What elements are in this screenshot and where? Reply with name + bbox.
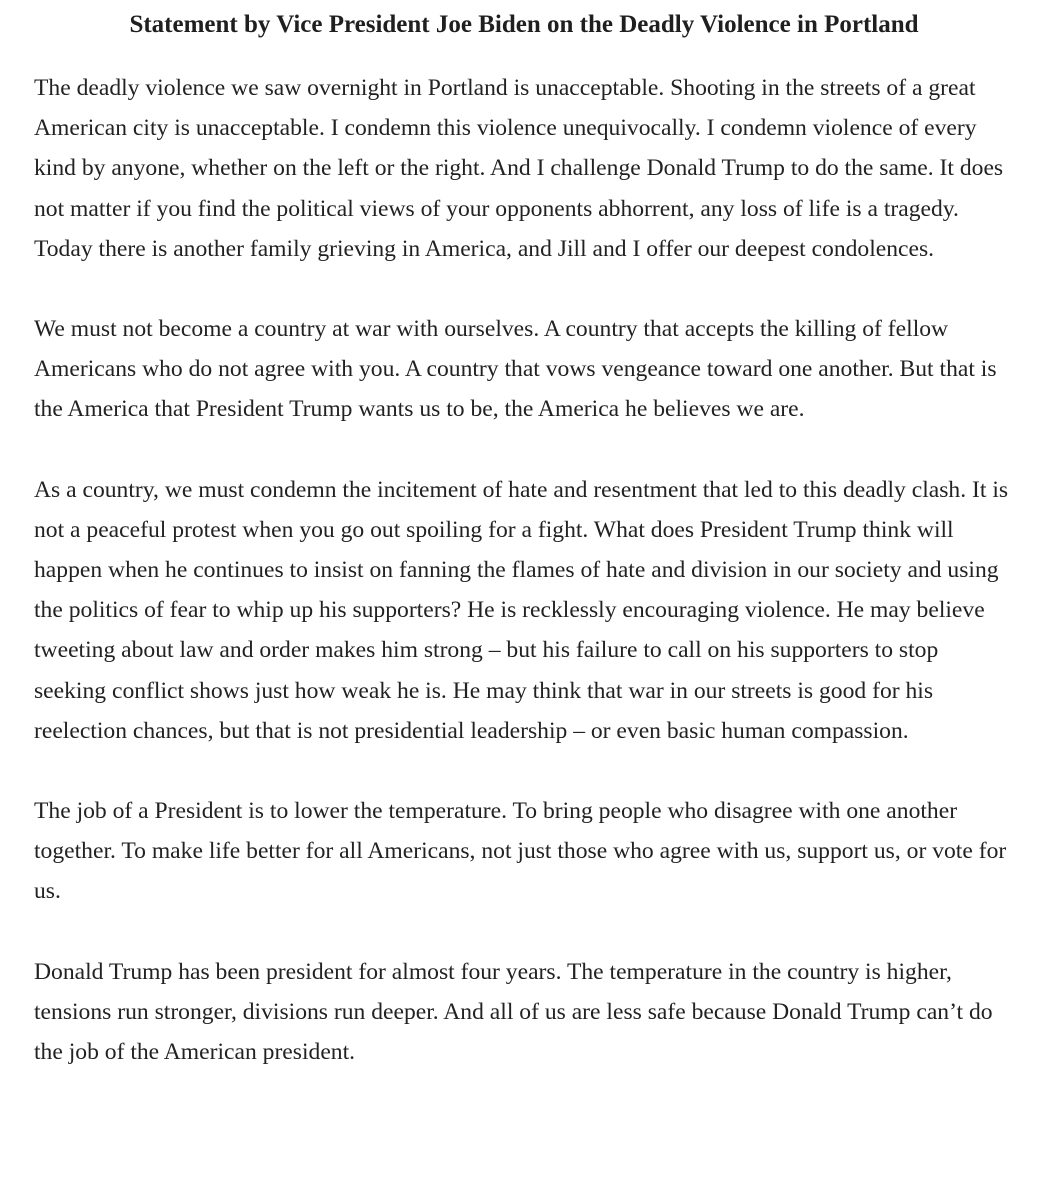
paragraph-4: The job of a President is to lower the temperature. To bring people who disagree with one another together. To make life better for all Americans, not just those who agree with us, support us, or vote for us. (34, 798, 1007, 905)
statement-body (34, 68, 1014, 1072)
paragraph-3: As a country, we must condemn the incitement of hate and resentment that led to this deadly clash. It is not a peaceful protest when you go out spoiling for a fight. What does President Trump think will happen when he continues to insist on fanning the flames of hate and division in our society and using the politics of fear to whip up his supporters? He is recklessly encouraging violence. He may believe tweeting about law and order makes him strong – but his failure to call on his supporters to stop seeking conflict shows just how weak he is. He may think that war in our streets is good for his reelection chances, but that is not presidential leadership – or even basic human compassion. (34, 476, 1009, 744)
statement-title: Statement by Vice President Joe Biden on the Deadly Violence in Portland (129, 11, 919, 38)
paragraph-5: Donald Trump has been president for almost four years. The temperature in the country is higher, tensions run stronger, divisions run deeper. And all of us are less safe because Donald Trump can’t do the job of the American president. (34, 958, 993, 1066)
paragraph-1: The deadly violence we saw overnight in Portland is unacceptable. Shooting in the streets of a great American city is unacceptable. I condemn this violence unequivocally. I condemn violence of every kind by anyone, whether on the left or the right. And I challenge Donald Trump to do the same. It does not matter if you find the political views of your opponents abhorrent, any loss of life is a tragedy. Today there is another family grieving in America, and Jill and I offer our deepest condolences. (34, 75, 1004, 262)
paragraph-2: We must not become a country at war with ourselves. A country that accepts the killing of fellow Americans who do not agree with you. A country that vows vengeance toward one another. But that is the America that President Trump wants us to be, the America he believes we are. (34, 316, 997, 423)
